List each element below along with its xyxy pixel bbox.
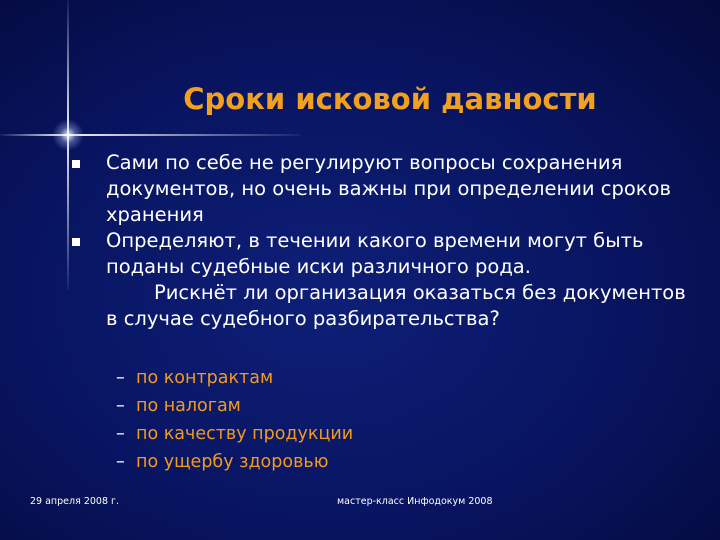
footer-center-text: мастер-класс Инфодокум 2008 — [337, 496, 493, 507]
sub-item — [116, 448, 353, 476]
bullet-line: Рискнёт ли организация оказаться без документов — [154, 281, 686, 304]
dash-marker: – — [116, 368, 125, 388]
sub-item-text: по контрактам — [136, 368, 274, 388]
bullet-item — [72, 150, 712, 228]
sub-item-list — [116, 364, 353, 476]
footer-date: 29 апреля 2008 г. — [30, 496, 120, 507]
lens-flare-horizontal — [0, 134, 300, 136]
dash-marker: – — [116, 396, 125, 416]
bullet-line: Сами по себе не регулируют вопросы сохранения — [106, 151, 623, 174]
sub-item — [116, 392, 353, 420]
sub-item-text: по налогам — [136, 396, 241, 416]
sub-item — [116, 364, 353, 392]
bullet-line: документов, но очень важны при определении сроков — [106, 177, 672, 200]
bullet-line: в случае судебного разбирательства? — [106, 307, 500, 330]
bullet-line: поданы судебные иски различного рода. — [106, 255, 531, 278]
square-bullet-icon — [72, 238, 80, 246]
dash-marker: – — [116, 452, 125, 472]
sub-item-text: по ущербу здоровью — [136, 452, 329, 472]
dash-marker: – — [116, 424, 125, 444]
sub-item-text: по качеству продукции — [136, 424, 354, 444]
square-bullet-icon — [72, 160, 80, 168]
slide-title: Сроки исковой давности — [183, 82, 597, 116]
sub-item — [116, 420, 353, 448]
lens-flare-glow — [52, 119, 84, 151]
bullet-item — [72, 228, 712, 332]
bullet-list — [72, 150, 712, 332]
bullet-line: Определяют, в течении какого времени могут быть — [106, 229, 644, 252]
bullet-line: хранения — [106, 203, 204, 226]
